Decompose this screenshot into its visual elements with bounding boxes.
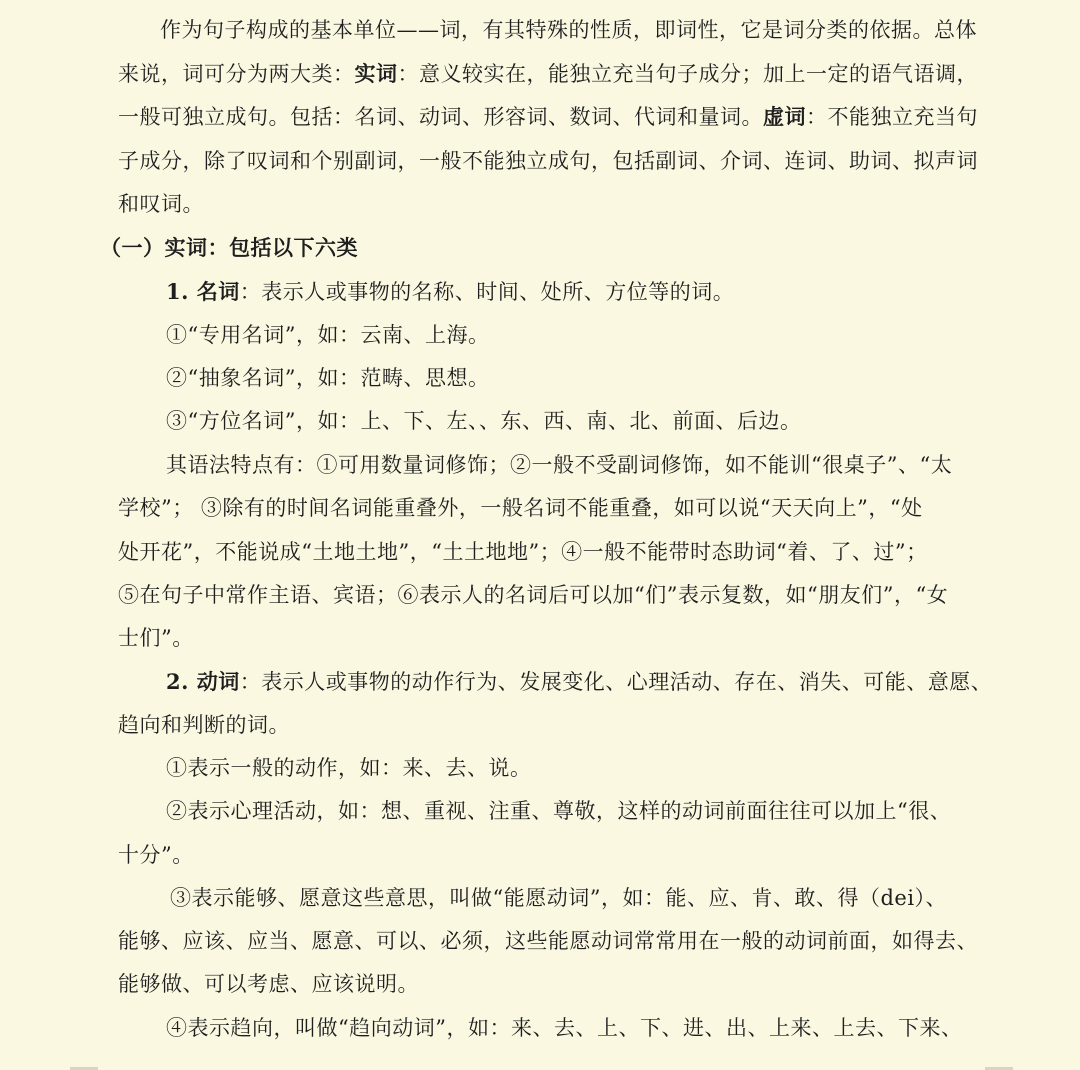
noun-item-1: ①“专用名词”，如：云南、上海。 [166,323,490,347]
intro-text: 一般可独立成句。包括：名词、动词、形容词、数词、代词和量词。 [118,105,763,129]
intro-line-1: 作为句子构成的基本单位——词，有其特殊的性质，即词性，它是词分类的依据。总体 [160,18,977,42]
verb-item-4: ④表示趋向，叫做“趋向动词”，如：来、去、上、下、进、出、上来、上去、下来、 [166,1016,963,1040]
noun-grammar-line-4: ⑤在句子中常作主语、宾语；⑥表示人的名词后可以加“们”表示复数，如“朋友们”，“女 [118,583,949,607]
verb-def-text: ：表示人或事物的动作行为、发展变化、心理活动、存在、消失、可能、意愿、 [239,670,993,694]
intro-line-3 [118,102,978,132]
verb-item-2: ②表示心理活动，如：想、重视、注重、尊敬，这样的动词前面往往可以加上“很、 [166,799,952,823]
noun-grammar-line-3: 处开花”，不能说成“土地土地”，“土土地地”；④一般不能带时态助词“着、了、过”； [118,540,928,564]
noun-item-3: ③“方位名词”，如：上、下、左、、东、西、南、北、前面、后边。 [166,409,802,433]
verb-item-3-cont-2: 能够做、可以考虑、应该说明。 [118,972,419,996]
verb-definition [166,667,992,697]
noun-item-2: ②“抽象名词”，如：范畴、思想。 [166,366,490,390]
verb-item-3-cont-1: 能够、应该、应当、愿意、可以、必须，这些能愿动词常常用在一般的动词前面，如得去、 [118,929,978,953]
intro-line-5: 和叹词。 [118,192,204,216]
intro-text: ：不能独立充当句 [806,105,978,129]
section-heading: （一）实词：包括以下六类 [100,235,358,260]
noun-title: 名词 [196,279,240,304]
noun-grammar-line-1: 其语法特点有：①可用数量词修饰；②一般不受副词修饰，如不能训“很桌子”、“太 [166,453,953,477]
verb-item-1: ①表示一般的动作，如：来、去、说。 [166,756,532,780]
noun-definition [166,277,734,307]
noun-grammar-line-5: 士们”。 [118,626,194,650]
intro-text: 来说，词可分为两大类： [118,62,355,86]
verb-number: 2. [166,669,197,694]
intro-text: ：意义较实在，能独立充当句子成分；加上一定的语气语调， [397,62,978,86]
noun-def-text: ：表示人或事物的名称、时间、处所、方位等的词。 [239,280,735,304]
verb-title: 动词 [196,669,240,694]
term-function-word: 虚词 [763,104,806,129]
intro-line-4: 子成分，除了叹词和个别副词，一般不能独立成句，包括副词、介词、连词、助词、拟声词 [118,149,978,173]
verb-definition-cont: 趋向和判断的词。 [118,713,290,737]
noun-grammar-line-2: 学校”； ③除有的时间名词能重叠外，一般名词不能重叠，如可以说“天天向上”，“处 [118,496,923,520]
noun-number: 1. [166,279,197,304]
verb-item-2-cont: 十分”。 [118,843,194,867]
verb-item-3: ③表示能够、愿意这些意思，叫做“能愿动词”，如：能、应、肯、敢、得（dei）、 [170,886,948,910]
term-content-word: 实词 [354,61,398,86]
intro-line-2 [118,59,978,89]
